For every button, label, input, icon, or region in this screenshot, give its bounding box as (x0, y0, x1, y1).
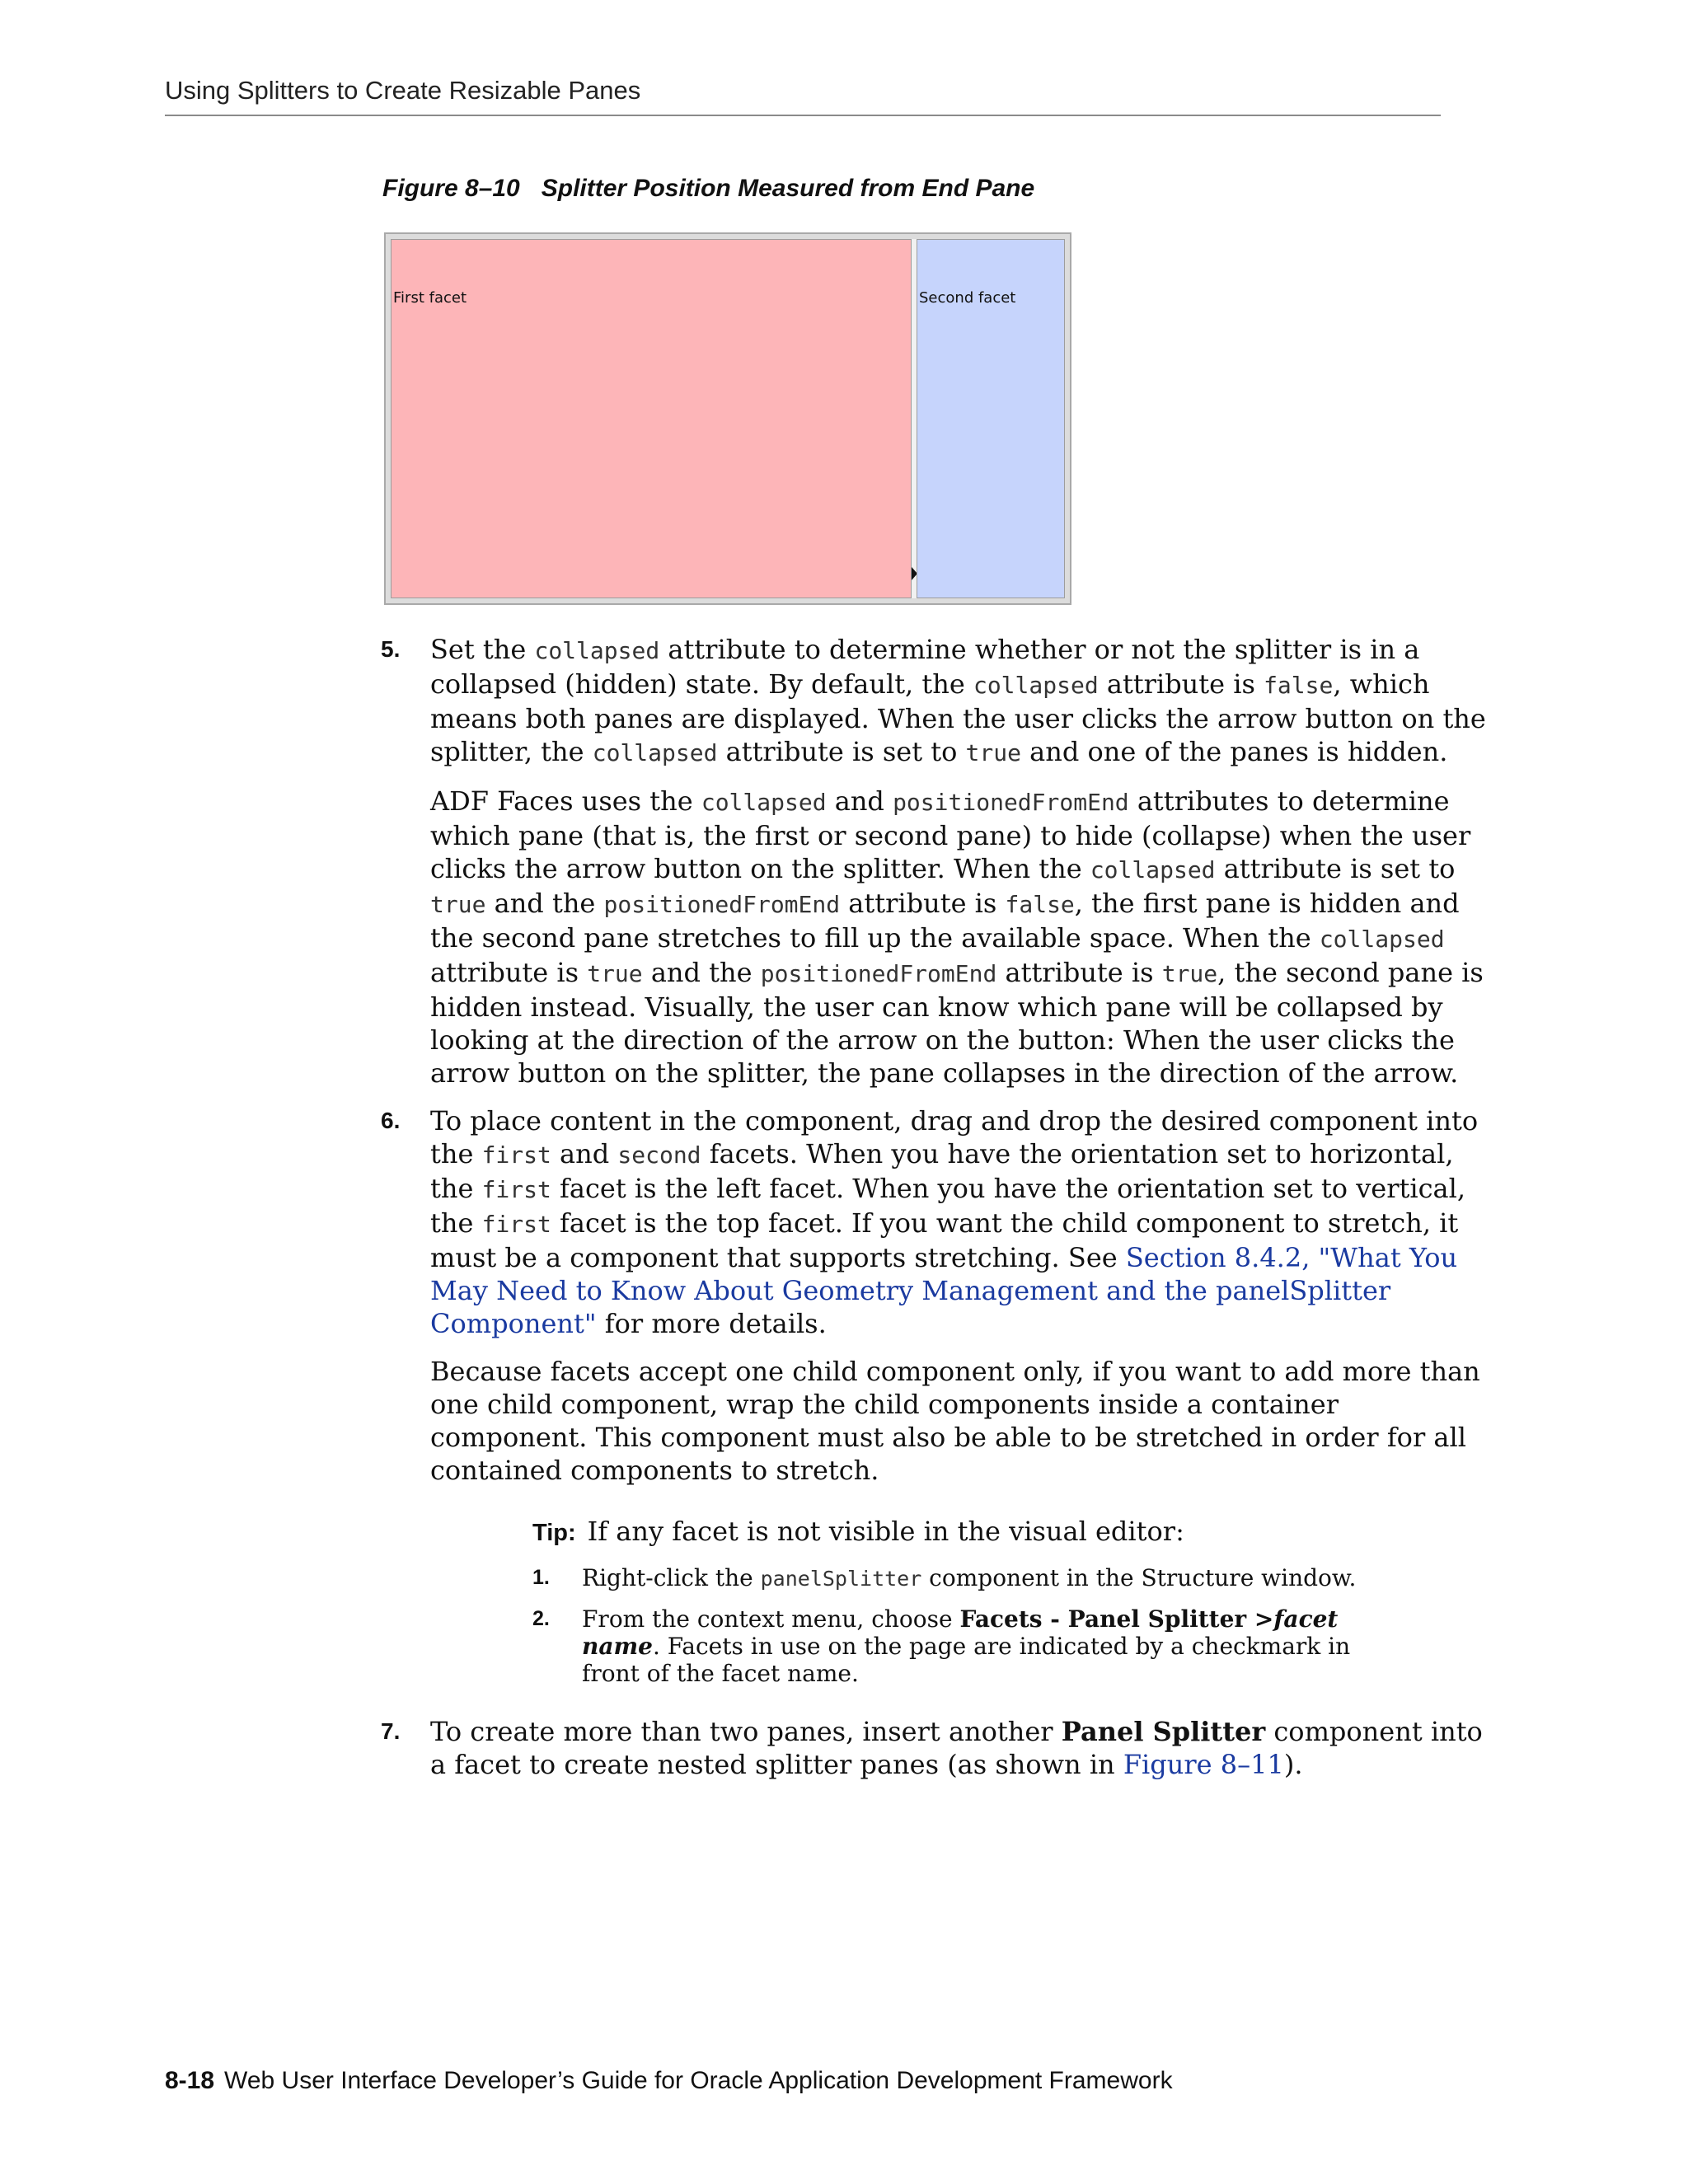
step-number: 7. (381, 1718, 401, 1744)
step-7 (381, 1715, 1483, 1781)
step-7-paragraph: To create more than two panes, insert another Panel Splitter component into a facet to create nested splitter panes (as shown in Figure 8–11). (430, 1716, 1483, 1780)
tip-item-2: 2. From the context menu, choose Facets - Panel Splitter >facet name. Facets in use on the page are indicated by a checkmark in front of the facet name. (532, 1605, 1351, 1687)
step-5 (381, 633, 1486, 1090)
figure-caption (382, 175, 1034, 203)
step-6 (381, 1104, 1480, 1687)
figure-title: Splitter Position Measured from End Pane (541, 175, 1035, 202)
header-divider (165, 115, 1441, 116)
page-footer (165, 2067, 1173, 2095)
splitter-figure (384, 232, 1071, 605)
first-facet-label: First facet (393, 289, 467, 307)
first-facet-pane (391, 239, 912, 598)
tip-text: If any facet is not visible in the visual editor: (587, 1516, 1184, 1547)
tip-box (430, 1515, 1452, 1687)
body-content (381, 633, 1486, 1796)
running-header: Using Splitters to Create Resizable Panes (165, 76, 641, 105)
tip-list (532, 1564, 1452, 1687)
figure-8-11-link[interactable]: Figure 8–11 (1123, 1749, 1284, 1780)
step-5-paragraph-2: ADF Faces uses the collapsed and positionedFromEnd attributes to determine which pane (that is, the first or second pane) to hide (collapse) when the user clicks the arrow button on the splitter. When the collapsed attribute is set to true and the positionedFromEnd attribute is false, the first pane is hidden and the second pane stretches to fill up the available space. When the collapsed attribute is true and the positionedFromEnd attribute is true, the second pane is hidden instead. Visually, the user can know which pane will be collapsed by looking at the direction of the arrow on the button: When the user clicks the arrow button on the splitter, the pane collapses in the direction of the arrow. (430, 785, 1484, 1089)
step-6-paragraph-2: Because facets accept one child component only, if you want to add more than one child component, wrap the child components inside a container component. This component must also be able to be stretched in order for all contained components to stretch. (430, 1356, 1480, 1486)
page-number: 8-18 (165, 2067, 215, 2094)
tip-item-1: 1. Right-click the panelSplitter component in the Structure window. (532, 1564, 1357, 1591)
second-facet-pane (917, 239, 1065, 598)
step-6-paragraph-1: To place content in the component, drag and drop the desired component into the first and second facets. When you have the orientation set to horizontal, the first facet is the left facet. When you have the orientation set to vertical, the first facet is the top facet. If you want the child component to stretch, it must be a component that supports stretching. See Section 8.4.2, "What You May Need to Know About Geometry Management and the panelSplitter Component" for more details. (430, 1105, 1479, 1339)
step-number: 6. (381, 1108, 401, 1133)
second-facet-label: Second facet (919, 289, 1016, 307)
tip-label: Tip: (532, 1520, 576, 1546)
section-8-4-2-link[interactable]: Section 8.4.2, "What You May Need to Know About Geometry Management and the panelSplitter Component" (430, 1242, 1458, 1339)
step-5-paragraph-1: Set the collapsed attribute to determine whether or not the splitter is in a collapsed (hidden) state. By default, the collapsed attribute is false, which means both panes are displayed. When the user clicks the arrow button on the splitter, the collapsed attribute is set to true and one of the panes is hidden. (430, 634, 1486, 767)
step-number: 5. (381, 636, 401, 662)
figure-number: Figure 8–10 (382, 175, 520, 202)
tip-heading (532, 1515, 1452, 1549)
book-title: Web User Interface Developer’s Guide for Oracle Application Development Framework (224, 2067, 1173, 2094)
